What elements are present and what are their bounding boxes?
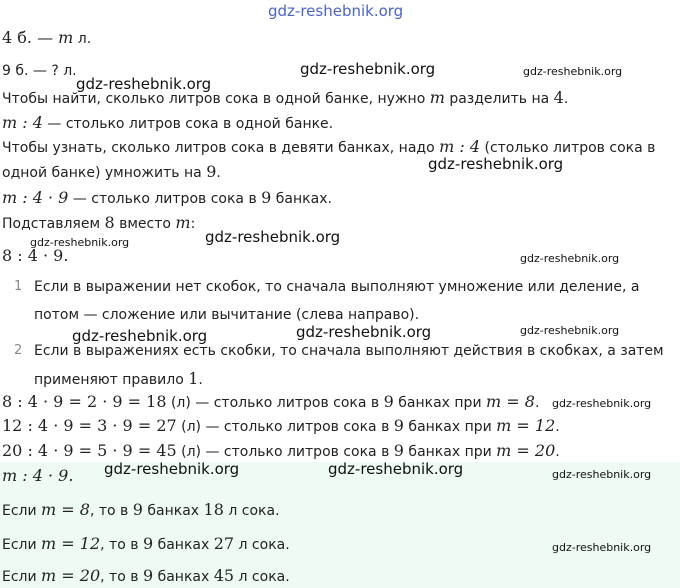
watermark-top: gdz-reshebnik.org — [268, 2, 404, 20]
rule-1-line-2: потом — сложение или вычитание (слева направо). — [34, 307, 420, 323]
watermark: gdz-reshebnik.org — [552, 468, 652, 481]
calc-line-3: 20 : 4 · 9 = 5 · 9 = 45 (л) — столько литров сока в 9 банках при m = 20. — [2, 441, 560, 460]
answer-line-1: Если m = 8, то в 9 банках 18 л сока. — [2, 500, 280, 519]
watermark: gdz-reshebnik.org — [30, 236, 130, 249]
watermark: gdz-reshebnik.org — [520, 324, 620, 337]
watermark: gdz-reshebnik.org — [296, 323, 432, 341]
rule-number-1: 1 — [14, 279, 23, 294]
explanation-line-1: Чтобы найти, сколько литров сока в одной банке, нужно m разделить на 4. — [2, 88, 569, 107]
watermark: gdz-reshebnik.org — [520, 252, 620, 265]
rule-1-line-1: Если в выражении нет скобок, то сначала выполняют умножение или деление, а — [34, 279, 640, 295]
watermark: gdz-reshebnik.org — [300, 60, 436, 78]
expression-line: 8 : 4 · 9. — [2, 246, 69, 265]
given-line-2: 9 б. — ? л. — [2, 63, 77, 79]
watermark: gdz-reshebnik.org — [552, 541, 652, 554]
watermark: gdz-reshebnik.org — [328, 460, 464, 478]
explanation-line-6: Подставляем 8 вместо m: — [2, 213, 196, 232]
given-line-1: 4 б. — m л. — [2, 28, 92, 47]
calc-line-2: 12 : 4 · 9 = 3 · 9 = 27 (л) — столько литров сока в 9 банках при m = 12. — [2, 416, 560, 435]
answer-line-3: Если m = 20, то в 9 банках 45 л сока. — [2, 566, 290, 585]
rule-number-2: 2 — [14, 343, 23, 358]
watermark: gdz-reshebnik.org — [552, 397, 652, 410]
watermark: gdz-reshebnik.org — [104, 460, 240, 478]
explanation-line-3: Чтобы узнать, сколько литров сока в девяти банках, надо m : 4 (столько литров сока в — [2, 137, 656, 156]
watermark: gdz-reshebnik.org — [76, 75, 212, 93]
calc-line-1: 8 : 4 · 9 = 2 · 9 = 18 (л) — столько литров сока в 9 банках при m = 8. — [2, 392, 540, 411]
answer-line-2: Если m = 12, то в 9 банках 27 л сока. — [2, 534, 290, 553]
explanation-line-5: m : 4 · 9 — столько литров сока в 9 банках. — [2, 188, 332, 207]
explanation-line-4: одной банке) умножить на 9. — [2, 162, 221, 181]
rule-2-line-2: применяют правило 1. — [34, 369, 203, 388]
rule-2-line-1: Если в выражениях есть скобки, то сначала выполняют действия в скобках, а затем — [34, 343, 664, 359]
explanation-line-2: m : 4 — столько литров сока в одной банке. — [2, 113, 334, 132]
watermark: gdz-reshebnik.org — [205, 228, 341, 246]
watermark: gdz-reshebnik.org — [523, 65, 623, 78]
watermark: gdz-reshebnik.org — [72, 327, 208, 345]
watermark: gdz-reshebnik.org — [428, 155, 564, 173]
answer-expression: m : 4 · 9. — [2, 466, 74, 485]
